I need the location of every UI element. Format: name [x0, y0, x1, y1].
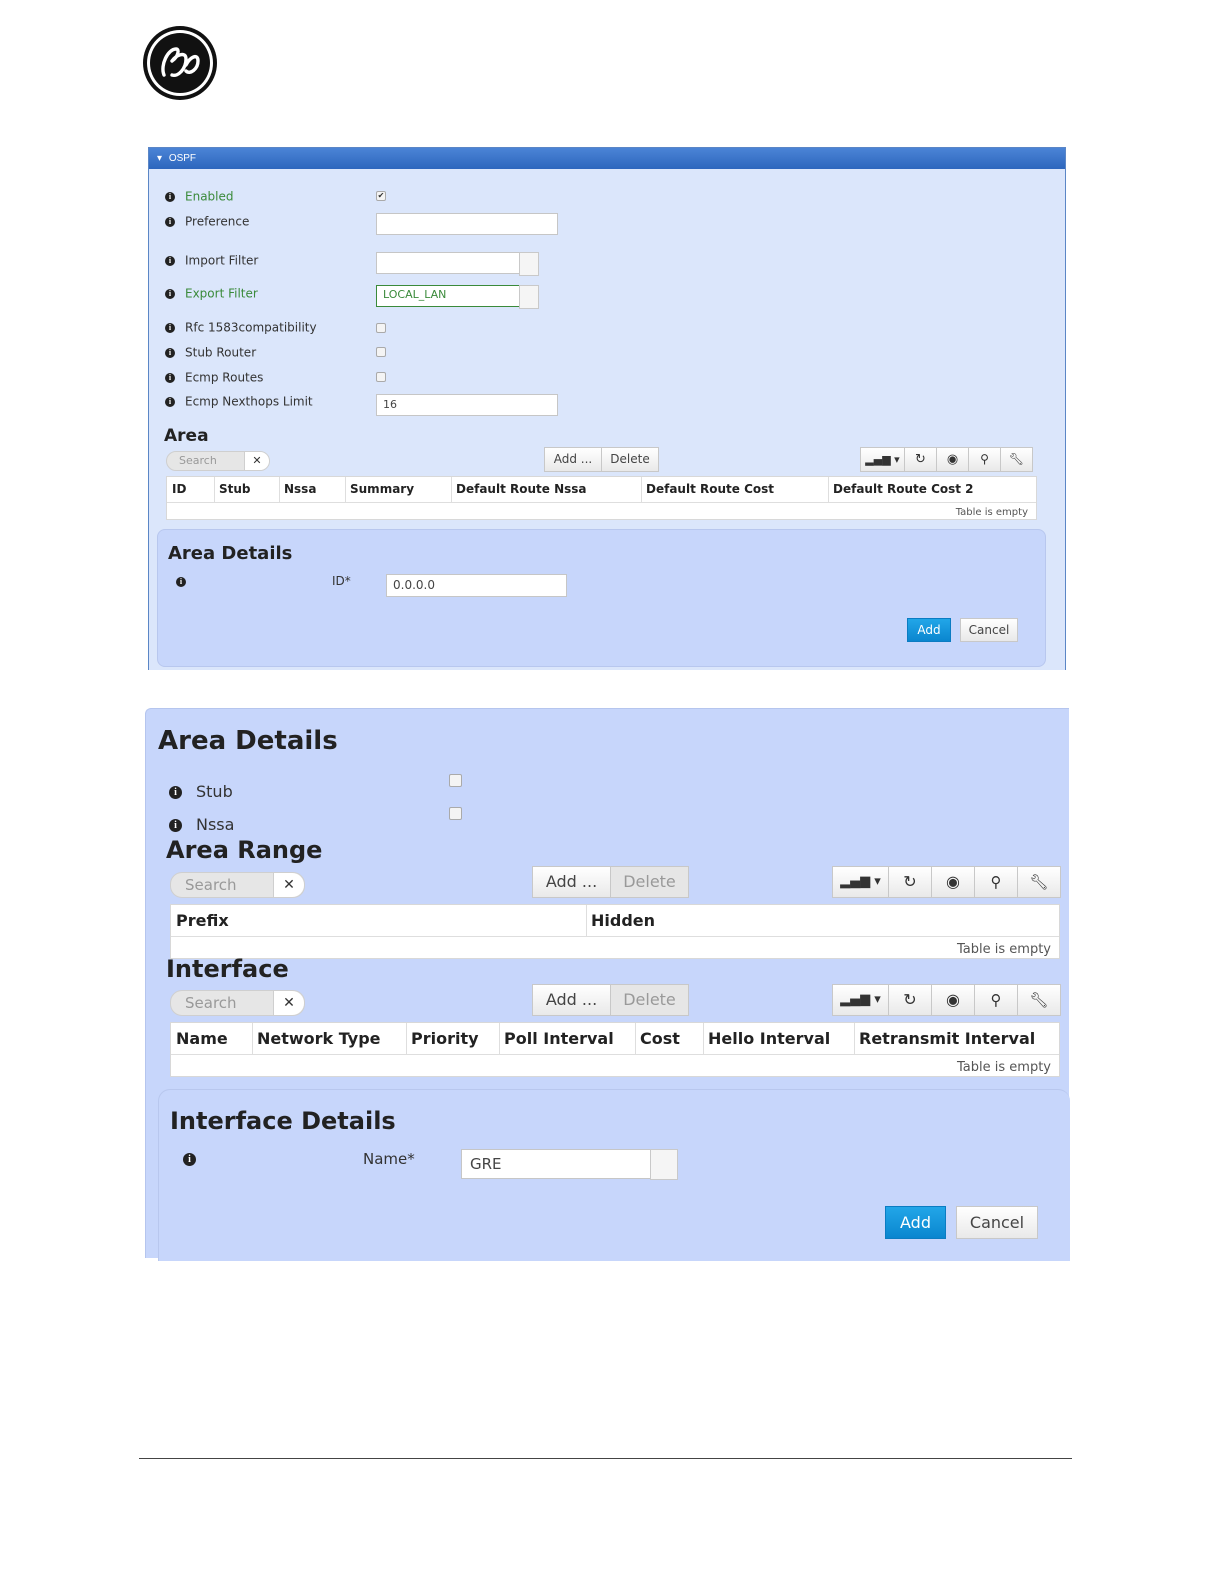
- ecmp-nexthops-row: i Ecmp Nexthops Limit: [165, 392, 313, 410]
- area-search[interactable]: [166, 451, 270, 471]
- interface-search[interactable]: [170, 990, 305, 1016]
- preference-row: i Preference: [165, 212, 249, 230]
- info-icon[interactable]: i: [169, 786, 182, 799]
- search-icon[interactable]: ⚲: [968, 447, 1001, 472]
- rfc1583-checkbox[interactable]: [376, 323, 386, 333]
- area-range-toolbar: [833, 866, 1061, 898]
- column-header[interactable]: Summary: [345, 477, 452, 502]
- column-header[interactable]: Hello Interval: [703, 1023, 855, 1054]
- nssa-checkbox[interactable]: [449, 807, 462, 820]
- column-header[interactable]: Hidden: [591, 911, 656, 930]
- ge-logo: [142, 25, 218, 101]
- wrench-icon[interactable]: 🔧︎: [1017, 984, 1061, 1016]
- area-add-button[interactable]: Add ...: [544, 447, 602, 472]
- stub-router-checkbox[interactable]: [376, 347, 386, 357]
- enabled-checkbox[interactable]: ✔: [377, 191, 385, 200]
- info-icon[interactable]: i: [165, 289, 175, 299]
- area-range-add-button[interactable]: Add ...: [532, 866, 611, 898]
- info-icon[interactable]: i: [165, 323, 175, 333]
- eye-icon[interactable]: ◉: [936, 447, 969, 472]
- area-delete-button[interactable]: Delete: [601, 447, 659, 472]
- area-range-delete-button[interactable]: Delete: [610, 866, 689, 898]
- enabled-row: i Enabled: [165, 187, 234, 205]
- stub-row: i Stub: [169, 781, 233, 803]
- column-header[interactable]: ID: [167, 477, 215, 502]
- collapse-icon[interactable]: ▾: [157, 153, 163, 164]
- preference-input[interactable]: [376, 213, 558, 235]
- import-filter-row: i Import Filter: [165, 251, 258, 269]
- ospf-screenshot: [148, 147, 1066, 670]
- interface-name-dropdown-button[interactable]: [650, 1149, 678, 1180]
- area-search-input[interactable]: Search: [179, 454, 217, 467]
- interface-delete-button[interactable]: Delete: [610, 984, 689, 1016]
- ospf-panel-header[interactable]: [149, 148, 1065, 169]
- interface-details-cancel-button[interactable]: Cancel: [956, 1206, 1038, 1239]
- area-id-input[interactable]: 0.0.0.0: [386, 574, 567, 597]
- area-range-title: Area Range: [166, 836, 323, 864]
- info-icon[interactable]: i: [165, 217, 175, 227]
- area-id-label: ID*: [332, 574, 351, 588]
- close-icon[interactable]: ✕: [273, 991, 304, 1015]
- ecmp-nexthops-input[interactable]: 16: [376, 394, 558, 416]
- import-filter-dropdown-button[interactable]: [519, 252, 539, 276]
- column-header[interactable]: Default Route Cost: [641, 477, 829, 502]
- info-icon[interactable]: i: [165, 192, 175, 202]
- interface-table: [170, 1022, 1060, 1077]
- area-title: Area: [164, 426, 209, 446]
- info-icon[interactable]: i: [165, 397, 175, 407]
- area-range-search-input[interactable]: Search: [185, 876, 237, 894]
- interface-search-input[interactable]: Search: [185, 994, 237, 1012]
- area-details-screenshot: [145, 708, 1069, 1258]
- area-details-title: Area Details: [158, 726, 338, 756]
- column-header[interactable]: Default Route Cost 2: [833, 482, 974, 496]
- area-range-table-header: [171, 905, 1059, 937]
- refresh-icon[interactable]: ↻: [904, 447, 937, 472]
- stub-checkbox[interactable]: [449, 774, 462, 787]
- column-header[interactable]: Cost: [635, 1023, 704, 1054]
- chart-icon[interactable]: ▂▄▆ ▾: [832, 984, 889, 1016]
- rfc1583-row: i Rfc 1583compatibility: [165, 318, 317, 336]
- area-details-cancel-button[interactable]: Cancel: [960, 618, 1018, 642]
- column-header[interactable]: Default Route Nssa: [451, 477, 642, 502]
- column-header[interactable]: Poll Interval: [499, 1023, 636, 1054]
- ospf-panel-title: OSPF: [168, 153, 197, 164]
- info-icon[interactable]: i: [183, 1153, 196, 1166]
- export-filter-input[interactable]: LOCAL_LAN: [376, 285, 520, 307]
- area-range-table-empty: Table is empty: [957, 942, 1051, 957]
- column-header[interactable]: Prefix: [171, 905, 587, 936]
- area-details-add-button[interactable]: Add: [907, 618, 951, 642]
- area-range-table: [170, 904, 1060, 959]
- interface-toolbar: [833, 984, 1061, 1016]
- interface-table-empty: Table is empty: [957, 1060, 1051, 1075]
- eye-icon[interactable]: ◉: [931, 866, 975, 898]
- nssa-row: i Nssa: [169, 814, 234, 836]
- wrench-icon[interactable]: 🔧︎: [1017, 866, 1061, 898]
- column-header[interactable]: Priority: [406, 1023, 500, 1054]
- close-icon[interactable]: ✕: [273, 873, 304, 897]
- column-header[interactable]: Stub: [214, 477, 280, 502]
- ecmp-routes-row: i Ecmp Routes: [165, 368, 263, 386]
- footer-rule: [139, 1458, 1072, 1459]
- interface-add-button[interactable]: Add ...: [532, 984, 611, 1016]
- export-filter-row: i Export Filter: [165, 284, 258, 302]
- interface-table-header: [171, 1023, 1059, 1055]
- area-table: [166, 476, 1037, 520]
- ecmp-routes-checkbox[interactable]: [376, 372, 386, 382]
- info-icon[interactable]: i: [176, 577, 186, 587]
- info-icon[interactable]: i: [165, 256, 175, 266]
- interface-details-title: Interface Details: [170, 1107, 396, 1135]
- export-filter-dropdown-button[interactable]: [519, 285, 539, 309]
- column-header[interactable]: Network Type: [252, 1023, 407, 1054]
- area-table-empty: Table is empty: [955, 507, 1028, 518]
- info-icon[interactable]: i: [165, 373, 175, 383]
- interface-details-panel: [158, 1089, 1070, 1261]
- close-icon[interactable]: ✕: [244, 452, 269, 470]
- refresh-icon[interactable]: ↻: [888, 984, 932, 1016]
- chart-icon[interactable]: ▂▄▆ ▾: [832, 866, 889, 898]
- refresh-icon[interactable]: ↻: [888, 866, 932, 898]
- column-header[interactable]: Name: [171, 1023, 253, 1054]
- search-icon[interactable]: ⚲: [974, 984, 1018, 1016]
- area-range-search[interactable]: [170, 872, 305, 898]
- interface-name-input[interactable]: GRE: [461, 1149, 651, 1179]
- info-icon[interactable]: i: [169, 819, 182, 832]
- wrench-icon[interactable]: 🔧︎: [1000, 447, 1033, 472]
- column-header[interactable]: Nssa: [279, 477, 346, 502]
- column-header[interactable]: Retransmit Interval: [859, 1029, 1036, 1048]
- import-filter-input[interactable]: [376, 252, 520, 274]
- interface-title: Interface: [166, 955, 289, 983]
- area-details-title: Area Details: [168, 543, 293, 564]
- interface-name-label: Name*: [363, 1150, 415, 1168]
- area-toolbar: [861, 447, 1033, 472]
- stub-router-row: i Stub Router: [165, 343, 256, 361]
- area-table-header: [167, 477, 1036, 503]
- eye-icon[interactable]: ◉: [931, 984, 975, 1016]
- area-details-panel: [157, 529, 1046, 667]
- info-icon[interactable]: i: [165, 348, 175, 358]
- interface-details-add-button[interactable]: Add: [885, 1206, 946, 1239]
- chart-icon[interactable]: ▂▄▆ ▾: [860, 447, 905, 472]
- search-icon[interactable]: ⚲: [974, 866, 1018, 898]
